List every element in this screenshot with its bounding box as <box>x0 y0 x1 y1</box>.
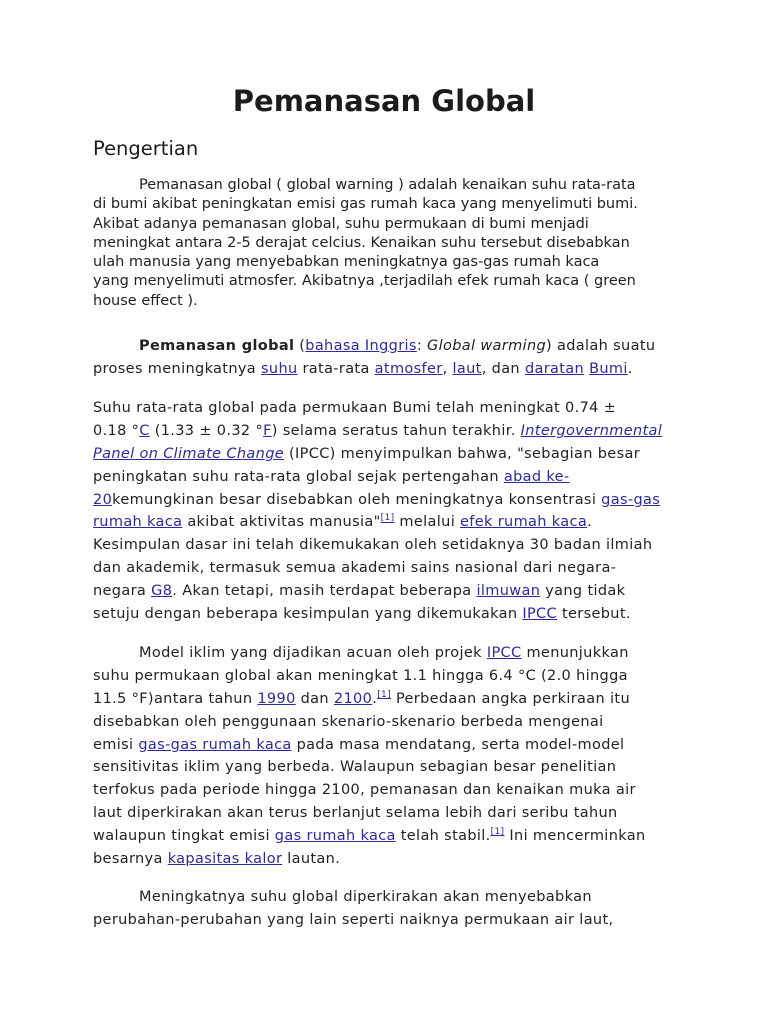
text-line <box>93 420 693 443</box>
paragraph-climate-model <box>93 642 693 871</box>
text-line: yang menyelimuti atmosfer. Akibatnya ,terjadilah efek rumah kaca ( green <box>93 273 636 290</box>
link-gas-gas-rumah-kaca[interactable]: rumah kaca <box>93 514 183 531</box>
text-fragment: (IPCC) menyimpulkan bahwa, "sebagian besar <box>284 445 641 462</box>
paragraph-temperature <box>93 397 693 626</box>
link-ipcc[interactable]: IPCC <box>522 606 557 623</box>
link-g8[interactable]: G8 <box>151 583 173 600</box>
text-line: house effect ). <box>93 292 198 309</box>
text-line <box>93 603 693 626</box>
text-line: suhu permukaan global akan meningkat 1.1 hingga 6.4 °C (2.0 hingga <box>93 667 628 684</box>
paragraph-definition <box>93 335 693 381</box>
paragraph-intro <box>93 176 693 311</box>
link-bahasa-inggris[interactable]: bahasa Inggris <box>305 338 417 354</box>
text-line: meningkat antara 2-5 derajat celcius. Kenaikan suhu tersebut disebabkan <box>93 234 630 251</box>
text-line <box>93 335 693 358</box>
text-line: perubahan-perubahan yang lain seperti naiknya permukaan air laut, <box>93 911 614 928</box>
text-line: ulah manusia yang menyebabkan meningkatnya gas-gas rumah kaca <box>93 254 600 271</box>
text-fragment: negara <box>93 583 152 600</box>
text-fragment: Perbedaan angka perkiraan itu <box>391 690 630 707</box>
link-kapasitas-kalor[interactable]: kapasitas kalor <box>167 851 283 868</box>
text-fragment: tersebut. <box>557 606 631 623</box>
section-heading: Pengertian <box>93 137 199 160</box>
link-text: Panel on Climate Change <box>93 445 285 462</box>
text-line <box>93 443 693 466</box>
text-fragment: telah stabil. <box>395 828 491 845</box>
link-abad-ke-20[interactable]: 20 <box>93 491 113 508</box>
text-fragment: , <box>442 360 453 377</box>
text-fragment: besarnya <box>93 851 168 868</box>
link-efek-rumah-kaca[interactable]: efek rumah kaca <box>460 514 588 531</box>
link-ilmuwan[interactable]: ilmuwan <box>476 583 541 600</box>
text-fragment: , dan <box>481 360 525 377</box>
term-italic: Global warming <box>427 338 547 354</box>
text-line: Kesimpulan dasar ini telah dikemukakan oleh setidaknya 30 badan ilmiah <box>93 537 653 554</box>
text-fragment: . <box>587 514 593 531</box>
link-gas-rumah-kaca[interactable]: gas rumah kaca <box>274 828 396 845</box>
text-fragment: 0.18 ° <box>93 422 140 439</box>
text-line <box>93 734 693 757</box>
text-line: di bumi akibat peningkatan emisi gas rumah kaca yang menyelimuti bumi. <box>93 196 638 213</box>
text-fragment: peningkatan suhu rata-rata global sejak pertengahan <box>93 468 504 485</box>
text-line: terfokus pada periode hingga 2100, pemanasan dan kenaikan muka air <box>93 782 636 799</box>
text-fragment: akibat aktivitas manusia" <box>182 514 381 531</box>
text-fragment: ) selama seratus tahun terakhir. <box>271 422 521 439</box>
text-fragment: Model iklim yang dijadikan acuan oleh projek <box>139 645 487 661</box>
text-fragment: : <box>416 338 428 354</box>
text-fragment: . Akan tetapi, masih terdapat beberapa <box>172 583 477 600</box>
text-fragment: rata-rata <box>297 360 375 377</box>
text-line <box>93 642 693 665</box>
text-fragment: lautan. <box>282 851 341 868</box>
text-line <box>93 466 693 489</box>
text-fragment: yang tidak <box>540 583 626 600</box>
text-fragment: emisi <box>93 736 139 753</box>
text-fragment: walaupun tingkat emisi <box>93 828 275 845</box>
text-fragment: 11.5 °F)antara tahun <box>93 690 258 707</box>
text-line: sensitivitas iklim yang berbeda. Walaupun sebagian besar penelitian <box>93 759 617 776</box>
text-line <box>93 848 693 871</box>
text-line <box>93 688 693 711</box>
text-line: Suhu rata-rata global pada permukaan Bumi telah meningkat 0.74 ± <box>93 400 617 416</box>
link-laut[interactable]: laut <box>452 360 482 377</box>
link-suhu[interactable]: suhu <box>261 360 298 377</box>
link-celsius[interactable]: C <box>139 422 150 439</box>
text-fragment: melalui <box>394 514 461 531</box>
term-bold: Pemanasan global <box>139 338 295 354</box>
text-fragment: . <box>627 360 633 377</box>
text-line: Pemanasan global ( global warning ) adalah kenaikan suhu rata-rata <box>139 177 636 193</box>
text-line <box>93 825 693 848</box>
text-fragment: pada masa mendatang, serta model-model <box>291 736 625 753</box>
text-fragment: ) adalah suatu <box>546 338 656 354</box>
link-fahrenheit[interactable]: F <box>263 422 272 439</box>
paragraph-effects <box>93 886 693 932</box>
text-line <box>93 358 693 381</box>
link-ipcc-full[interactable] <box>521 423 663 439</box>
reference-link[interactable]: [1] <box>380 513 395 524</box>
text-line <box>93 489 693 512</box>
link-atmosfer[interactable]: atmosfer <box>374 360 443 377</box>
document-title: Pemanasan Global <box>232 84 536 118</box>
reference-link[interactable]: [1] <box>490 827 505 838</box>
text-line: Meningkatnya suhu global diperkirakan akan menyebabkan <box>139 889 592 905</box>
text-fragment: menunjukkan <box>521 645 629 661</box>
text-line: dan akademik, termasuk semua akademi sains nasional dari negara- <box>93 560 617 577</box>
link-ipcc[interactable]: IPCC <box>486 645 522 661</box>
text-fragment: ( <box>294 338 306 354</box>
text-line: laut diperkirakan akan terus berlanjut selama lebih dari seribu tahun <box>93 805 618 822</box>
text-line: Akibat adanya pemanasan global, suhu permukaan di bumi menjadi <box>93 215 589 232</box>
text-fragment: setuju dengan beberapa kesimpulan yang dikemukakan <box>93 606 523 623</box>
text-fragment: kemungkinan besar disebabkan oleh meningkatnya konsentrasi <box>112 491 602 508</box>
reference-link[interactable]: [1] <box>377 689 391 700</box>
text-fragment: dan <box>295 690 334 707</box>
text-line <box>93 580 693 603</box>
link-text: Intergovernmental <box>520 422 663 439</box>
link-daratan[interactable]: daratan <box>524 360 585 377</box>
link-gas-gas-rumah-kaca[interactable]: gas-gas <box>601 491 661 508</box>
link-ipcc-full[interactable] <box>93 446 284 462</box>
text-fragment: proses meningkatnya <box>93 360 261 377</box>
link-1990[interactable]: 1990 <box>257 690 296 707</box>
text-fragment: . <box>372 690 378 707</box>
text-line: disebabkan oleh penggunaan skenario-skenario berbeda mengenai <box>93 713 604 730</box>
text-fragment: (1.33 ± 0.32 ° <box>149 422 264 439</box>
text-line <box>93 511 693 534</box>
link-bumi[interactable]: Bumi <box>589 360 628 377</box>
link-abad-ke-20[interactable]: abad ke- <box>503 468 570 485</box>
link-2100[interactable]: 2100 <box>333 690 373 707</box>
link-gas-gas-rumah-kaca[interactable]: gas-gas rumah kaca <box>138 736 292 753</box>
text-fragment: Ini mencerminkan <box>504 828 646 845</box>
